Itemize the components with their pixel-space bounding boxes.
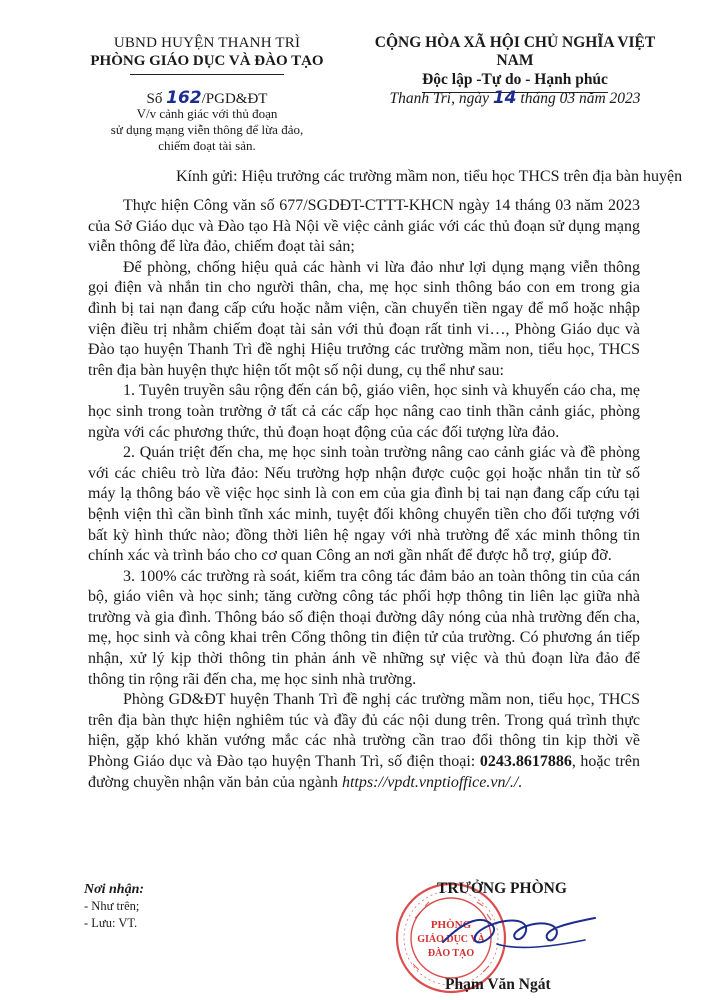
date-day-handwritten: 14 [492,88,517,108]
parent-organization: UBND HUYỆN THANH TRÌ [113,35,301,51]
seal-line: ĐÀO TẠO [427,948,475,959]
recipient-item: - Lưu: VT. [84,916,138,930]
date-place: Thanh Trì, ngày [389,90,489,107]
phone-number: 0243.8617886 [479,753,572,771]
body-paragraph: Để phòng, chống hiệu quả các hành vi lừa đảo như lợi dụng mạng viễn thông gọi điện và nhắn tin cho người thân, cha, mẹ học sinh thông báo con em trong gia đình bị tai nạn đang cấp cứu hoặc nằm viện, cần chuyển tiền ngay để mổ hoặc nhập viện điều trị nhằm chiếm đoạt tài sản với thủ đoạn rất tinh vi…, Phòng Giáo dục và Đào tạo huyện Thanh Trì đề nghị Hiệu trưởng các trường mầm non, tiểu học, THCS trên địa bàn huyện thực hiện tốt một số nội dung, cụ thể như sau: [88,258,640,379]
body-paragraph: 1. Tuyên truyền sâu rộng đến cán bộ, giáo viên, học sinh và khuyến cáo cha, mẹ học sinh trong toàn trường ở tất cả các cấp học nâng cao tinh thần cảnh giác, phòng ngừa với các phương thức, thủ đoạn hoạt động của các đối tượng lừa đảo. [88,382,640,441]
closing-text-mid: , hoặc trên đường chuyền nhận văn bản của ngành [88,753,641,791]
closing-text: Phòng GD&ĐT huyện Thanh Trì đề nghị các trường mầm non, tiểu học, THCS trên địa bàn thực hiện nghiêm túc và đầy đủ các nội dung trên. Trong quá trình thực hiện, gặp khó khăn vướng mắc các nhà trường cần trao đổi thông tin kịp thời về Phòng Giáo dục và Đào tạo huyện Thanh Trì, số điện thoại: [88,691,640,771]
recipients-title: Nơi nhận: [84,882,145,897]
subject-line: V/v cảnh giác với thủ đoạn [136,106,278,121]
addressee-line: Kính gửi: Hiệu trưởng các trường mầm non, tiểu học THCS trên địa bàn huyện [176,168,683,185]
handwritten-signature [435,900,605,970]
date-rest: tháng 03 năm 2023 [520,90,641,107]
document-number-prefix: Số [146,91,163,107]
signer-title: TRƯỞNG PHÒNG [437,880,567,897]
signature-block [395,878,655,1000]
body-paragraph: Thực hiện Công văn số 677/SGDĐT-CTTT-KHCN ngày 14 tháng 03 năm 2023 của Sở Giáo dục và Đào tạo Hà Nội về việc cảnh giác với các thủ đoạn sử dụng mạng viễn thông để lừa đảo, chiếm đoạt tài sản; [88,197,640,256]
subject-line: chiếm đoạt tài sản. [158,138,256,153]
recipients-block [84,882,144,932]
seal-line: PHÒNG [430,919,472,931]
document-number-suffix: /PGD&ĐT [201,91,268,107]
body-paragraph: 2. Quán triệt đến cha, mẹ học sinh toàn trường nâng cao cảnh giác và đề phòng với các chiêu trò lừa đảo: Nếu trường hợp nhận được cuộc gọi hoặc nhắn tin từ số máy lạ thông báo về việc học sinh là con em của gia đình bị tai nạn đang cấp cứu tại bệnh viện thì cần bình tĩnh xác minh, tuyệt đối không chuyển tiền cho đối tượng với bất kỳ hình thức nào; đồng thời liên hệ ngay với nhà trường để xác minh thông tin chính xác và trình báo cho cơ quan Công an nơi gần nhất để được hỗ trợ, giúp đỡ. [88,444,640,565]
signer-name: Phạm Văn Ngát [445,976,551,993]
office-url: https://vpdt.vnptioffice.vn/./. [341,773,523,791]
national-motto: Độc lập -Tự do - Hạnh phúc [422,71,608,88]
national-title: CỘNG HÒA XÃ HỘI CHỦ NGHĨA VIỆT NAM [374,34,656,69]
recipient-item: - Như trên; [84,899,140,913]
date-line [355,88,675,108]
subject-line: sử dụng mạng viễn thông để lừa đảo, [110,122,304,137]
issuer-header [78,34,336,70]
body-paragraph: 3. 100% các trường rà soát, kiểm tra công tác đảm bảo an toàn thông tin của cán bộ, giáo viên và học sinh; tăng cường công tác phối hợp thông tin liên lạc giữa nhà trường và gia đình. Thông báo số điện thoại đường dây nóng của nhà trường đến cha, mẹ, học sinh và công khai trên Cổng thông tin điện tử của trường. Có phương án tiếp nhận, xử lý kịp thời thông tin phản ánh về những sự việc và thủ đoạn lừa đảo để thông tin rộng rãi đến cha, mẹ học sinh nhà trường. [88,567,640,688]
organization-name: PHÒNG GIÁO DỤC VÀ ĐÀO TẠO [90,53,324,69]
seal-line: GIÁO DỤC VÀ [417,934,485,945]
document-number-handwritten: 162 [166,88,202,108]
body-paragraph-closing [88,690,640,793]
document-number [78,88,336,108]
document-subject [78,106,336,154]
letter-body [88,196,640,793]
national-header [355,34,675,90]
